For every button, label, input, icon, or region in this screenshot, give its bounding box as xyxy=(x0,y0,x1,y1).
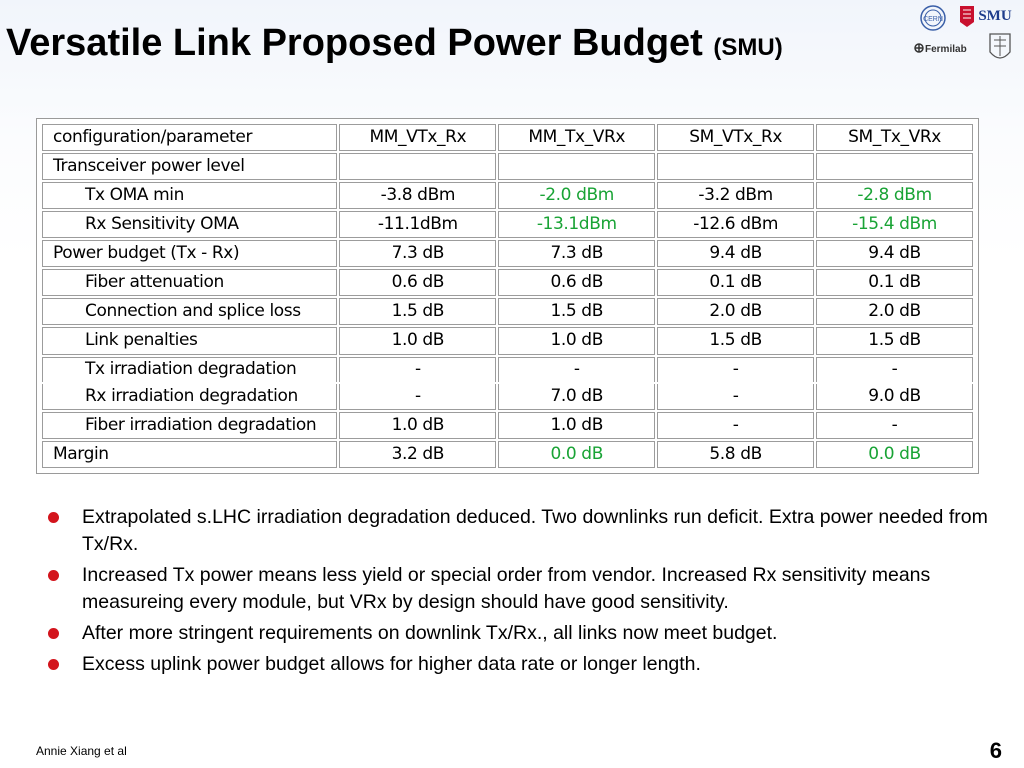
table-cell: - xyxy=(816,412,973,439)
row-label: Rx irradiation degradation xyxy=(42,384,337,410)
bullet-item xyxy=(48,562,988,616)
title-main: Versatile Link Proposed Power Budget xyxy=(6,22,703,64)
table-cell: -11.1dBm xyxy=(339,211,496,238)
bullet-list xyxy=(48,504,988,682)
smu-logo-text: SMU xyxy=(978,8,1012,24)
fermilab-logo-text: Fermilab xyxy=(925,44,967,55)
table-cell: 0.0 dB xyxy=(498,441,655,468)
fermilab-logo-icon xyxy=(915,44,967,55)
page-number: 6 xyxy=(989,738,1002,763)
bullet-text: Extrapolated s.LHC irradiation degradation deduced. Two downlinks run deficit. Extra power needed from Tx/Rx. xyxy=(82,506,988,555)
table-cell: 1.5 dB xyxy=(816,327,973,354)
table-cell: 1.5 dB xyxy=(498,298,655,325)
table-cell: 1.0 dB xyxy=(498,327,655,354)
row-label: Link penalties xyxy=(42,327,337,354)
footer-author: Annie Xiang et al xyxy=(36,744,127,758)
table-row xyxy=(42,153,973,180)
power-budget-table-container xyxy=(36,118,979,474)
university-crest-icon xyxy=(990,34,1010,58)
bullet-dot-icon xyxy=(48,512,59,523)
table-cell: 7.0 dB xyxy=(498,384,655,410)
table-cell: 1.0 dB xyxy=(339,327,496,354)
table-cell: 0.6 dB xyxy=(339,269,496,296)
header-cell: SM_Tx_VRx xyxy=(816,124,973,151)
table-cell: - xyxy=(657,384,814,410)
header-cell: MM_Tx_VRx xyxy=(498,124,655,151)
row-label: Margin xyxy=(42,441,337,468)
table-cell: 0.1 dB xyxy=(657,269,814,296)
table-cell: -12.6 dBm xyxy=(657,211,814,238)
table-cell: -2.0 dBm xyxy=(498,182,655,209)
table-cell: 9.0 dB xyxy=(816,384,973,410)
table-cell xyxy=(816,153,973,180)
bullet-text: Increased Tx power means less yield or special order from vendor. Increased Rx sensitivity means measureing every module, but VRx by design should have good sensitivity. xyxy=(82,564,931,613)
table-row xyxy=(42,240,973,267)
cern-logo-text: CERN xyxy=(923,16,943,23)
table-cell: 5.8 dB xyxy=(657,441,814,468)
table-cell: 0.1 dB xyxy=(816,269,973,296)
bullet-text: Excess uplink power budget allows for higher data rate or longer length. xyxy=(82,653,701,675)
row-label: Connection and splice loss xyxy=(42,298,337,325)
table-cell: - xyxy=(657,412,814,439)
bullet-item xyxy=(48,504,988,558)
row-label: Power budget (Tx - Rx) xyxy=(42,240,337,267)
table-row xyxy=(42,384,973,410)
table-cell xyxy=(498,153,655,180)
table-cell: 2.0 dB xyxy=(816,298,973,325)
table-cell: 9.4 dB xyxy=(816,240,973,267)
table-cell: -3.2 dBm xyxy=(657,182,814,209)
power-budget-table xyxy=(40,122,975,470)
table-cell: 1.0 dB xyxy=(498,412,655,439)
table-cell: -3.8 dBm xyxy=(339,182,496,209)
bullet-dot-icon xyxy=(48,628,59,639)
table-row xyxy=(42,357,973,383)
table-row xyxy=(42,327,973,354)
table-row xyxy=(42,412,973,439)
smu-logo-icon xyxy=(960,6,1012,27)
table-cell: 1.5 dB xyxy=(339,298,496,325)
table-cell: - xyxy=(657,357,814,383)
row-label: Transceiver power level xyxy=(42,153,337,180)
table-header-row xyxy=(42,124,973,151)
row-label: Fiber irradiation degradation xyxy=(42,412,337,439)
row-label: Rx Sensitivity OMA xyxy=(42,211,337,238)
table-cell: 3.2 dB xyxy=(339,441,496,468)
table-cell: -13.1dBm xyxy=(498,211,655,238)
header-cell: SM_VTx_Rx xyxy=(657,124,814,151)
institution-logos xyxy=(912,2,1016,68)
table-cell: -2.8 dBm xyxy=(816,182,973,209)
table-cell: 7.3 dB xyxy=(498,240,655,267)
header-cell: configuration/parameter xyxy=(42,124,337,151)
bullet-item xyxy=(48,620,988,647)
table-cell: - xyxy=(498,357,655,383)
table-cell: 9.4 dB xyxy=(657,240,814,267)
table-cell: 7.3 dB xyxy=(339,240,496,267)
bullet-dot-icon xyxy=(48,570,59,581)
row-label: Fiber attenuation xyxy=(42,269,337,296)
table-cell: - xyxy=(816,357,973,383)
header-cell: MM_VTx_Rx xyxy=(339,124,496,151)
table-cell xyxy=(657,153,814,180)
table-cell: -15.4 dBm xyxy=(816,211,973,238)
table-cell: 1.0 dB xyxy=(339,412,496,439)
cern-logo-icon xyxy=(921,6,945,30)
table-row xyxy=(42,441,973,468)
table-cell: - xyxy=(339,357,496,383)
table-row xyxy=(42,182,973,209)
table-cell: - xyxy=(339,384,496,410)
bullet-dot-icon xyxy=(48,659,59,670)
row-label: Tx irradiation degradation xyxy=(42,357,337,383)
table-cell xyxy=(339,153,496,180)
title-suffix: (SMU) xyxy=(713,34,783,61)
table-cell: 1.5 dB xyxy=(657,327,814,354)
table-cell: 2.0 dB xyxy=(657,298,814,325)
slide-title xyxy=(6,22,783,65)
table-cell: 0.6 dB xyxy=(498,269,655,296)
bullet-text: After more stringent requirements on downlink Tx/Rx., all links now meet budget. xyxy=(82,622,778,644)
row-label: Tx OMA min xyxy=(42,182,337,209)
table-cell: 0.0 dB xyxy=(816,441,973,468)
table-row xyxy=(42,211,973,238)
table-row xyxy=(42,269,973,296)
table-row xyxy=(42,298,973,325)
bullet-item xyxy=(48,651,988,678)
